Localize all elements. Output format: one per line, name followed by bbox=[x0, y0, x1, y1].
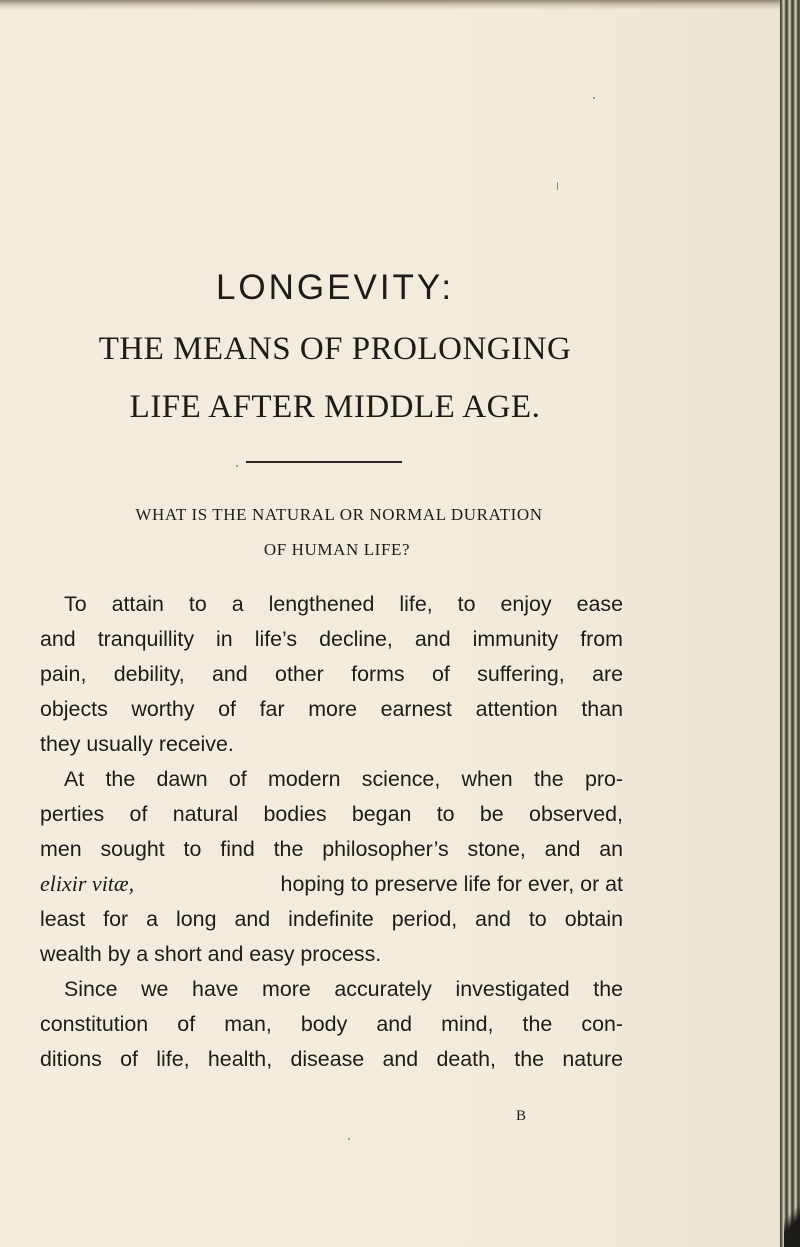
body-line: ditions of life, health, disease and death, the nature bbox=[40, 1047, 623, 1071]
paper-speck bbox=[348, 1138, 350, 1140]
page-top-shadow bbox=[0, 0, 800, 10]
paper-speck bbox=[236, 465, 238, 467]
section-heading-line-2: OF HUMAN LIFE? bbox=[263, 540, 411, 559]
body-line: pain, debility, and other forms of suffering, are bbox=[40, 662, 623, 686]
body-line-with-italic bbox=[40, 869, 623, 899]
body-line: objects worthy of far more earnest attention than bbox=[40, 697, 623, 721]
body-line: least for a long and indefinite period, and to obtain bbox=[40, 907, 623, 931]
body-line-rest: hoping to preserve life for ever, or at bbox=[280, 872, 623, 896]
title-longevity: LONGEVITY: bbox=[215, 268, 455, 307]
subtitle-line-1: THE MEANS OF PROLONGING bbox=[98, 331, 572, 367]
body-line: At the dawn of modern science, when the pro- bbox=[64, 767, 623, 791]
subtitle-line-2: LIFE AFTER MIDDLE AGE. bbox=[129, 389, 541, 425]
body-line: wealth by a short and easy process. bbox=[40, 942, 382, 966]
body-line: they usually receive. bbox=[40, 732, 234, 756]
paper-speck bbox=[557, 182, 558, 190]
section-heading-line-1: WHAT IS THE NATURAL OR NORMAL DURATION bbox=[135, 505, 543, 524]
body-line: and tranquillity in life’s decline, and immunity from bbox=[40, 627, 623, 651]
title-divider bbox=[246, 461, 402, 463]
book-page-edges bbox=[780, 0, 800, 1247]
body-line: To attain to a lengthened life, to enjoy ease bbox=[64, 592, 623, 616]
body-line: perties of natural bodies began to be observed, bbox=[40, 802, 623, 826]
book-page-corner bbox=[784, 1190, 800, 1247]
body-line: Since we have more accurately investigated the bbox=[64, 977, 623, 1001]
body-line: constitution of man, body and mind, the con- bbox=[40, 1012, 623, 1036]
signature-mark: B bbox=[516, 1108, 527, 1124]
italic-phrase: elixir vitæ, bbox=[40, 871, 135, 896]
paper-speck bbox=[593, 97, 595, 99]
body-line: men sought to find the philosopher’s stone, and an bbox=[40, 837, 623, 861]
